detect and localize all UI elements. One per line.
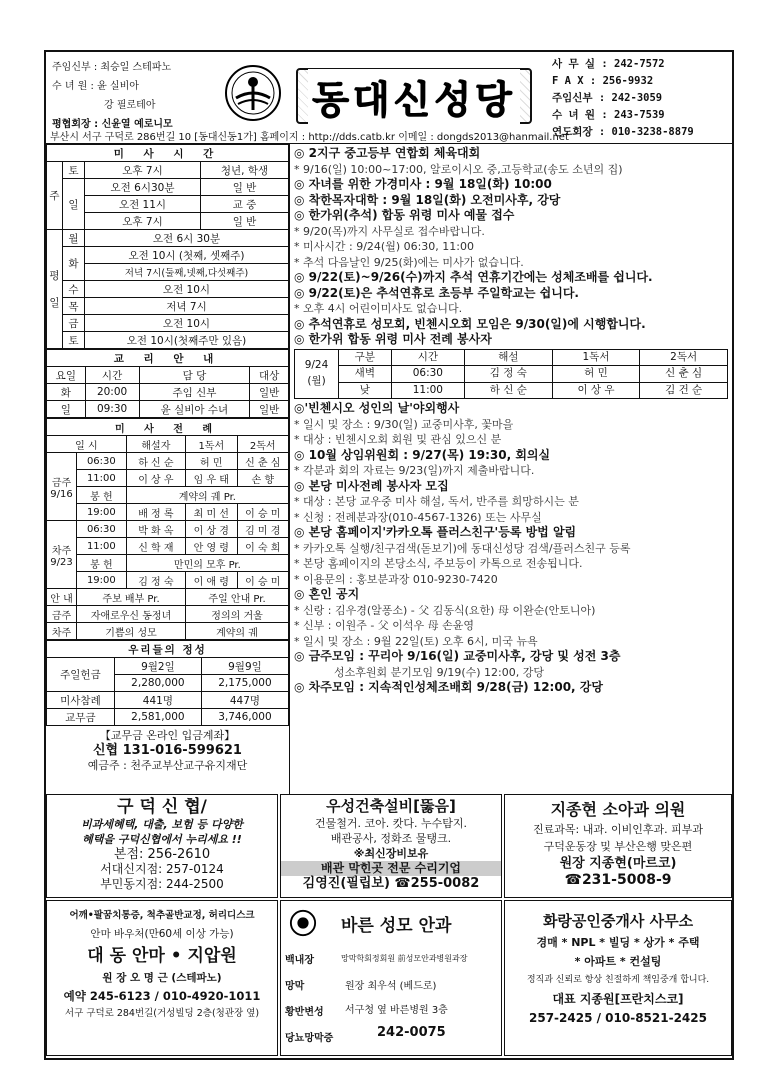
sister-2: 강 필로테아 [104,100,156,111]
bank-holder: 예금주 : 천주교부산교구유지재단 [87,759,248,772]
parish-title-box [296,68,532,124]
cell: 정의의 거울 [186,606,289,623]
cell: 일반 [250,384,289,401]
sister-1: 수 녀 원 : 윤 실비아 [52,81,139,92]
ad-text: 황반변성 [285,1007,324,1018]
cell: 계약의 궤 [186,623,289,640]
bank-account: 신협 131-016-599621 [93,743,242,758]
ad-text: 혜택을 구덕신협에서 누리세요 !! [82,833,242,846]
ad-text: 망막 [285,981,305,992]
notices-list [294,146,728,348]
ad-clinic [504,794,732,898]
notice-title: ◎ 본당 미사전례 봉사자 모집 [294,478,449,493]
notice-title: ◎ 본당 홈페이지'카카오톡 플러스친구'등록 방법 알림 [294,525,577,539]
row-head: 교무금 [47,709,115,726]
notice-detail: * 미사시간 : 9/24(월) 06:30, 11:00 [294,240,475,253]
day-cell: 토 [63,332,85,349]
col-head: 일 시 [47,436,127,453]
ad-text: 대표 지종원[프란치스코] [552,992,684,1006]
ad-text: 원장 지종현(마르코) [559,856,677,871]
time-cell: 오전 10시 [85,315,289,332]
cell: 임 우 태 [186,470,237,487]
ad-massage [46,900,278,1056]
col-head: 해설자 [126,436,185,453]
day-cell: 화 [63,247,85,281]
ad-text: 당뇨망막증 [285,1033,334,1044]
ad-text: 정직과 신뢰로 항상 친절하게 책임중개 합니다. [526,975,710,985]
day-cell: 금 [63,315,85,332]
day-cell: 월 [63,230,85,247]
notice-detail: * 각분과 회의 자료는 9/23(일)까지 제출바랍니다. [294,464,535,477]
ad-eye-clinic [280,900,502,1056]
cell: 주보 배부 Pr. [77,589,186,606]
cell: 일반 [250,401,289,418]
cell: 11:00 [391,382,464,399]
eye-icon [289,909,317,937]
cell: 이 숙 희 [237,538,288,555]
ad-title: 화랑공인중개사 사무소 [542,912,694,930]
ad-text: 어깨•팔꿈치통증, 척추골반교정, 허리디스크 [69,910,255,921]
notice-detail: * 9/20(목)까지 사무실로 접수바랍니다. [294,224,485,238]
col-head: 요일 [47,367,86,384]
notice-title: ◎ 차주모임 : 지속적인성체조배회 9/28(금) 12:00, 강당 [294,680,603,694]
notices-list-2 [294,401,728,696]
ad-text: 비과세혜택, 대출, 보험 등 다양한 [81,818,243,831]
cell: 자애로우신 동정녀 [77,606,186,623]
col-head: 1독서 [552,349,640,366]
week-label: 차주 9/23 [47,521,77,589]
bulletin-page [44,50,734,1060]
cell: 하 신 순 [465,382,553,399]
ad-text: 서구청 옆 바른병원 3층 [345,1005,448,1016]
cell: 06:30 [77,521,127,538]
council-president: 평협회장 : 신윤열 예로니모 [52,119,173,130]
mass-schedule-table [46,144,289,349]
chuseok-server-table [294,349,728,400]
cell: 안 영 령 [186,538,237,555]
cell: 기쁨의 성모 [77,623,186,640]
ad-phone: 부민동지점: 244-2500 [100,877,224,891]
ad-title: 대 동 안마 • 지압원 [87,946,237,966]
notice-title: ◎ 금주모임 : 꾸리아 9/16(일) 교중미사후, 강당 및 성전 3층 [294,649,621,663]
cell: 이 상 우 [552,382,640,399]
col-head: 해설 [465,349,553,366]
ad-text: 구덕운동장 및 부산은행 맞은편 [543,840,693,853]
notice-detail: * 대상 : 본당 교우중 미사 해설, 독서, 반주를 희망하시는 분 [294,495,579,508]
cell: 일 [47,401,86,418]
notice-detail: * 오후 4시 어린이미사도 없습니다. [294,302,463,315]
notice-detail: * 신부 : 이원주 - 父 이석우 母 손윤영 [294,619,475,632]
ad-text: 경매 * NPL * 빌딩 * 상가 * 주택 [536,936,700,949]
ads-area [46,794,732,1058]
cell: 김 정 숙 [126,572,185,589]
cell: 09:30 [85,401,139,418]
ad-text: 진료과목: 내과. 이비인후과. 피부과 [533,823,703,836]
cell: 2,280,000 [114,675,201,692]
day-cell: 목 [63,298,85,315]
cell: 손 향 [237,470,288,487]
liturgy-table [46,418,289,640]
time-cell: 저녁 7시(둘째,넷째,다섯째주) [85,264,289,281]
notice-detail: * 일시 및 장소 : 9/30(일) 교중미사후, 꽃마을 [294,417,514,431]
cell: 이 상 경 [186,521,237,538]
col-head: 9월9일 [201,658,288,675]
ad-text: 건물철거. 코아. 캇다. 누수탐지. [315,817,467,830]
weekday-label: 평 일 [47,230,63,349]
date-cell: 9/24 (월) [295,349,339,399]
cell: 06:30 [391,366,464,383]
col-head: 담 당 [139,367,250,384]
mass-title: 미 사 시 간 [47,145,289,162]
notice-detail: * 본당 홈페이지의 본당소식, 주보등이 카톡으로 전송됩니다. [294,557,583,570]
office-phone: 사 무 실 : 242-7572 [552,58,665,70]
cell: 06:30 [77,453,127,470]
yeondo-phone: 연도회장 : 010-3238-8879 [552,126,694,138]
offering-table [46,640,289,726]
cell: 박 화 옥 [126,521,185,538]
cell: 봉 헌 [77,487,127,504]
ad-phone: 257-2425 / 010-8521-2425 [529,1011,707,1025]
time-cell: 오전 10시 (첫째, 셋째주) [85,247,289,264]
row-head: 주일헌금 [47,658,115,692]
target-cell: 청년, 학생 [201,162,289,179]
day-cell: 수 [63,281,85,298]
col-head: 1독서 [186,436,237,453]
cell: 20:00 [85,384,139,401]
cell: 11:00 [77,538,127,555]
target-cell: 일 반 [201,179,289,196]
day-cell: 일 [63,179,85,230]
parish-logo-icon [224,60,282,126]
notice-detail: * 신청 : 전례분과장(010-4567-1326) 또는 사무실 [294,510,542,524]
ad-phone: ☎231-5008-9 [564,872,672,888]
ad-title: 바른 성모 안과 [341,916,452,936]
ad-phone: 서대신지점: 257-0124 [100,862,224,876]
notice-detail: * 신랑 : 김우경(알퐁소) - 父 김동식(요한) 母 이완순(안토니아) [294,603,596,617]
ad-plumbing [280,794,502,898]
notice-title: ◎ 9/22(토)은 추석연휴로 초등부 주일학교는 쉽니다. [294,285,579,300]
left-column [46,144,290,794]
cell: 하 신 순 [126,453,185,470]
time-cell: 오후 7시 [85,162,201,179]
time-cell: 오전 6시30분 [85,179,201,196]
notice-title: ◎ 한가위(추석) 합동 위령 미사 예물 접수 [294,208,515,222]
cell: 신 춘 심 [640,366,728,383]
cell: 윤 실비아 수녀 [139,401,250,418]
col-head: 시간 [391,349,464,366]
catechism-table [46,349,289,418]
time-cell: 저녁 7시 [85,298,289,315]
cell: 이 승 미 [237,572,288,589]
time-cell: 오전 6시 30분 [85,230,289,247]
notice-title: ◎ 2지구 중고등부 연합회 체육대회 [294,146,481,160]
catechism-title: 교 리 안 내 [47,350,289,367]
ad-text: 원장 최우석 (베드로) [345,981,437,992]
notice-title: ◎'빈첸시오 성인의 날'야외행사 [294,401,460,415]
clergy-info [52,58,222,134]
sunday-label: 주 [47,162,63,230]
time-cell: 오전 10시 [85,281,289,298]
cell: 배 정 록 [126,504,185,521]
col-head: 2독서 [640,349,728,366]
fax: F A X : 256-9932 [552,75,654,87]
ad-text: ※최신장비보유 [353,847,429,860]
bank-info [46,726,289,773]
bank-title: 【교무금 온라인 입금계좌】 [99,729,236,742]
pastor: 주임신부 : 최승일 스테파노 [52,62,172,73]
notice-title: ◎ 자녀를 위한 가경미사 : 9월 18일(화) 10:00 [294,177,552,191]
cell: 19:00 [77,572,127,589]
ad-phone: 본점: 256-2610 [113,847,211,862]
cell: 주일 안내 Pr. [186,589,289,606]
col-head: 시간 [85,367,139,384]
ad-title: 구 덕 신 협/ [117,797,207,817]
notice-title: ◎ 착한목자대학 : 9월 18일(화) 오전미사후, 강당 [294,192,561,207]
cell: 주임 신부 [139,384,250,401]
cell: 차주 [47,623,77,640]
ad-phone: 김영진(필립보) ☎255-0082 [302,876,480,891]
ad-realty [504,900,732,1056]
col-head: 9월2일 [114,658,201,675]
ad-title: 지종현 소아과 의원 [550,800,686,819]
row-head: 미사참례 [47,692,115,709]
notice-detail: * 카카오톡 실행/친구검색(돋보기)에 동대신성당 검색/플러스친구 등록 [294,541,631,555]
notice-title: ◎ 추석연휴로 성모회, 빈첸시오회 모임은 9/30(일)에 시행합니다. [294,316,646,331]
cell: 안 내 [47,589,77,606]
ad-text: 안마 바우처(만60세 이상 가능) [90,928,234,940]
cell: 이 승 미 [237,504,288,521]
time-cell: 오후 7시 [85,213,201,230]
week-label: 금주 9/16 [47,453,77,521]
cell: 441명 [114,692,201,709]
notice-detail: * 이용문의 : 홍보분과장 010-9230-7420 [294,572,498,586]
target-cell: 일 반 [201,213,289,230]
ad-text: 서구 구덕로 284번길(거성빌딩 2층(청관장 옆) [64,1008,260,1019]
convent-phone: 수 녀 원 : 243-7539 [552,109,665,121]
cell: 금주 [47,606,77,623]
notice-title: ◎ 한가위 합동 위령 미사 전례 봉사자 [294,332,492,346]
notice-title: ◎ 혼인 공지 [294,587,360,601]
cell: 화 [47,384,86,401]
cell: 19:00 [77,504,127,521]
notice-title: ◎ 10월 상임위원회 : 9/27(목) 19:30, 회의실 [294,447,551,462]
ad-phone: 예약 245-6123 / 010-4920-1011 [63,989,261,1003]
ad-text: 배관 막힌곳 전문 수리기업 [281,861,501,876]
address-line: 부산시 서구 구덕로 286번길 10 [동대신동1가] 홈페이지 : http://dds.catb.kr 이메일 : dongds2013@hanmail.net [50,132,569,143]
notice-detail: * 9/16(일) 10:00~17:00, 알로이시오 중,고등학교(송도 소년의 집) [294,162,623,176]
notices-column [290,144,732,794]
cell: 김 정 숙 [465,366,553,383]
notice-detail: * 추석 다음날인 9/25(화)에는 미사가 없습니다. [294,255,524,269]
header [46,52,732,144]
cell: 김 미 경 [237,521,288,538]
cell: 신 학 재 [126,538,185,555]
ad-credit-union [46,794,278,898]
col-head: 대상 [250,367,289,384]
ad-text: * 아파트 * 컨설팅 [574,955,662,968]
ad-text: 백내장 [285,955,314,966]
cell: 봉 헌 [77,555,127,572]
cell: 낮 [339,382,392,399]
cell: 최 미 선 [186,504,237,521]
time-cell: 오전 10시(첫째주만 있음) [85,332,289,349]
cell: 김 건 순 [640,382,728,399]
liturgy-title: 미 사 전 례 [47,419,289,436]
cell: 신 춘 심 [237,453,288,470]
cell: 새벽 [339,366,392,383]
ad-text: 배관공사, 정화조 물탱크. [330,832,452,845]
cell: 3,746,000 [201,709,288,726]
ad-text: 망막학회정회원 前성모안과병원과장 [341,954,468,963]
time-cell: 오전 11시 [85,196,201,213]
cell: 허 민 [552,366,640,383]
pastor-phone: 주임신부 : 242-3059 [552,92,663,104]
notice-detail: * 대상 : 빈첸시오회 회원 및 관심 있으신 분 [294,433,502,446]
ad-text: 원 장 오 명 근 (스테파노) [102,972,222,984]
col-head: 2독서 [237,436,288,453]
cell: 이 상 우 [126,470,185,487]
cell: 계약의 궤 Pr. [126,487,288,504]
parish-title: 동대신성당 [308,69,520,124]
notice-detail: * 일시 및 장소 : 9월 22일(토) 오후 6시, 미국 뉴욕 [294,634,538,648]
cell: 11:00 [77,470,127,487]
cell: 447명 [201,692,288,709]
ad-phone: 242-0075 [377,1025,446,1040]
target-cell: 교 중 [201,196,289,213]
col-head: 구분 [339,349,392,366]
notice-title: ◎ 9/22(토)~9/26(수)까지 추석 연휴기간에는 성체조배를 쉽니다. [294,270,653,284]
cell: 이 애 령 [186,572,237,589]
cell: 2,175,000 [201,675,288,692]
notice-detail: 성소후원회 분기모임 9/19(수) 12:00, 강당 [334,665,544,679]
offering-title: 우리들의 정성 [47,641,289,658]
day-cell: 토 [63,162,85,179]
cell: 2,581,000 [114,709,201,726]
cell: 만민의 모후 Pr. [126,555,288,572]
ad-title: 우성건축설비[뚫음] [326,797,456,815]
cell: 허 민 [186,453,237,470]
